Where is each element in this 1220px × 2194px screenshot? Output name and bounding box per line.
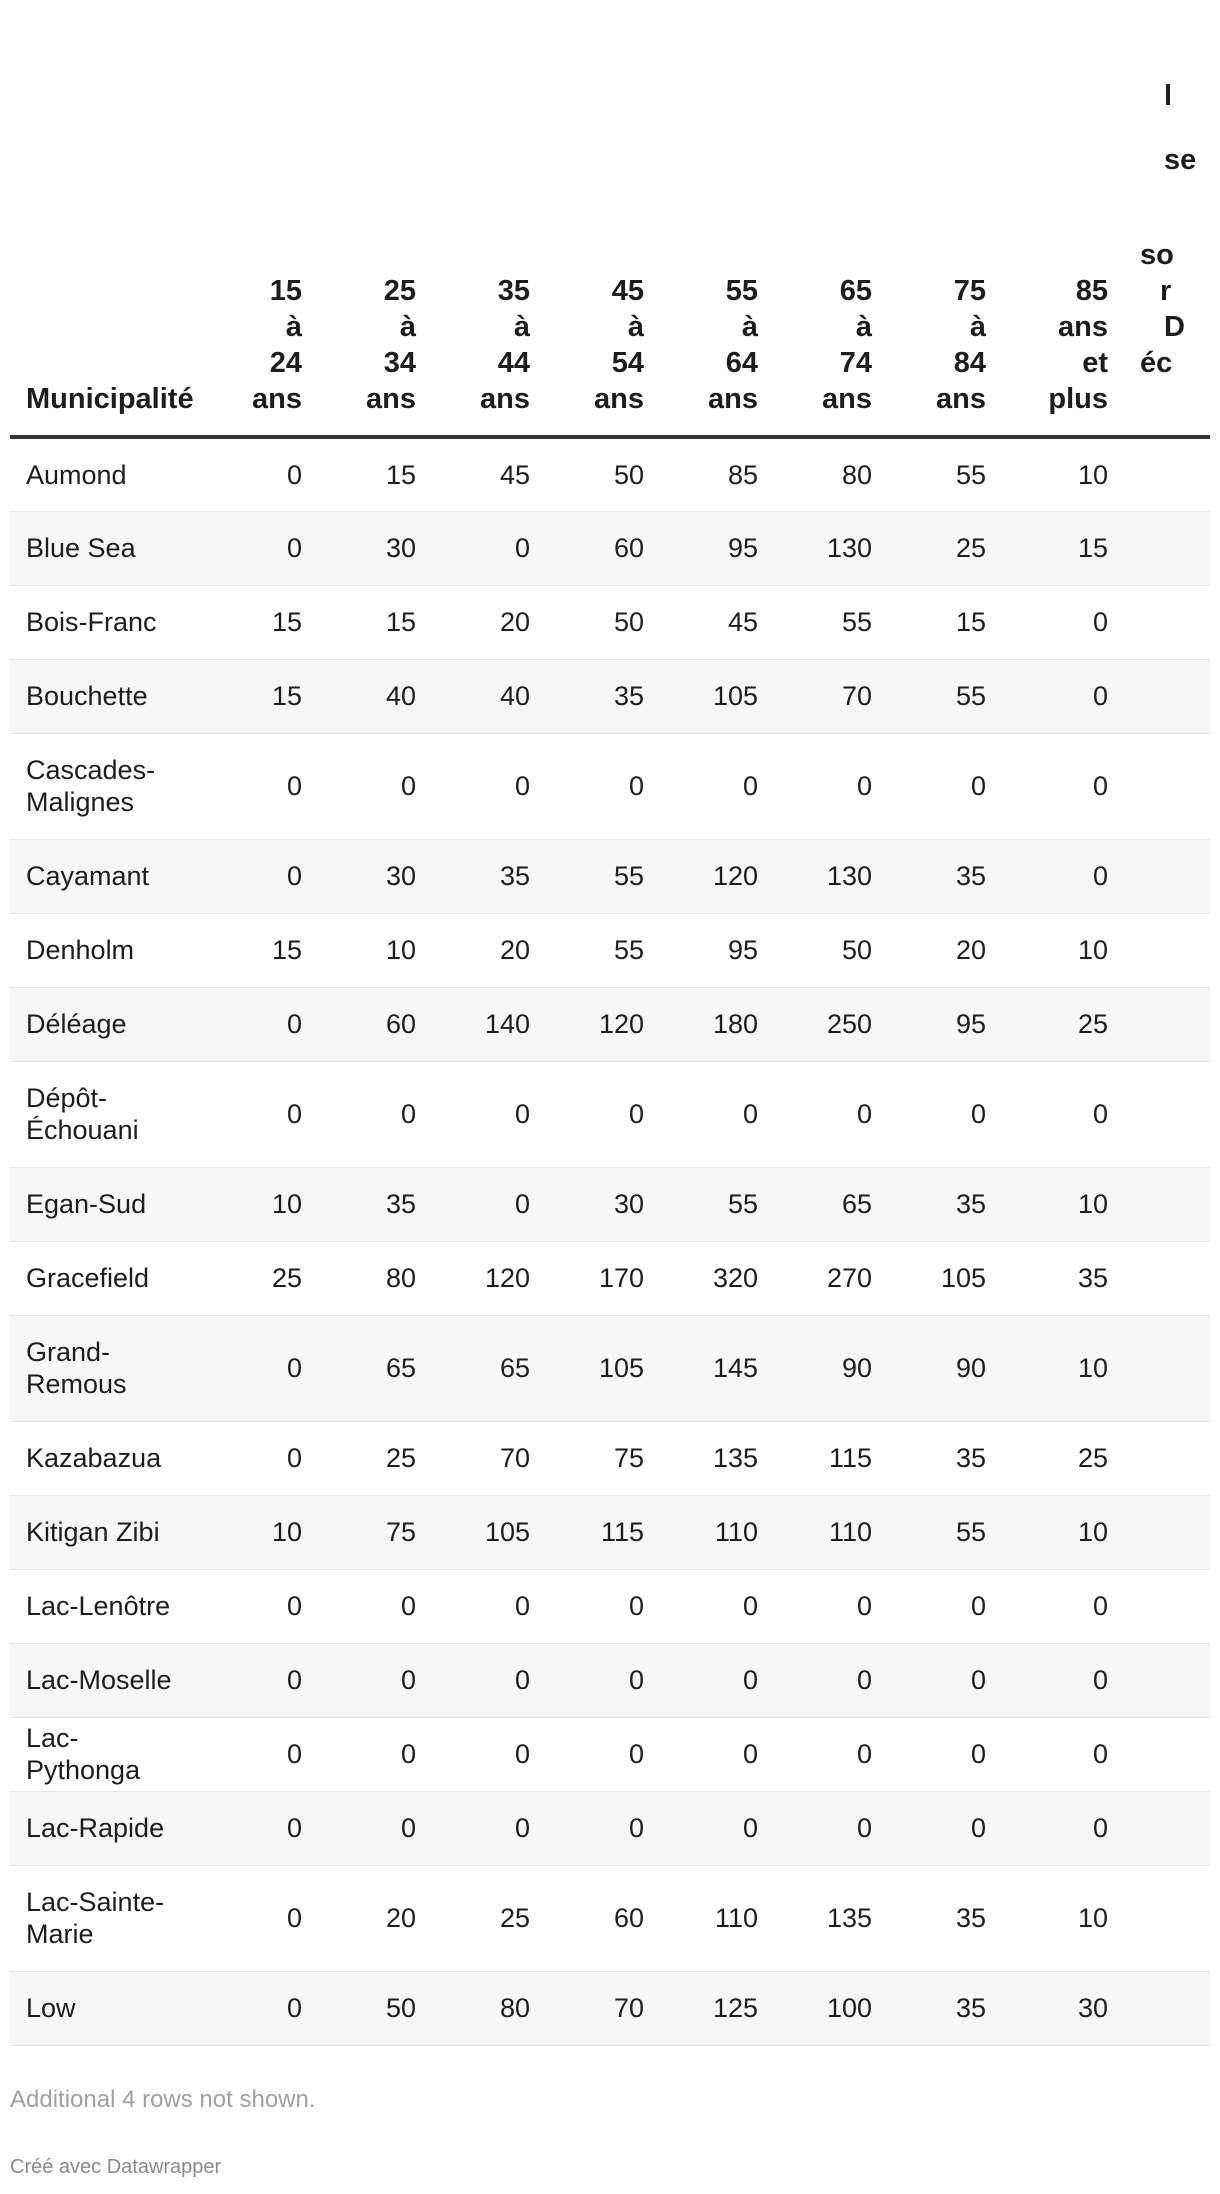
cell-value: 25	[318, 1421, 432, 1495]
cell-name-line: Dépôt-	[26, 1083, 108, 1113]
cell-truncated	[1124, 1421, 1210, 1495]
cell-truncated	[1124, 511, 1210, 585]
cell-value: 10	[1002, 1167, 1124, 1241]
cell-value: 0	[204, 1315, 318, 1421]
cell-value: 10	[1002, 1495, 1124, 1569]
cell-value: 20	[888, 913, 1002, 987]
table-row	[10, 1717, 1210, 1791]
cell-value: 0	[660, 1569, 774, 1643]
cell-name-line: Cascades-	[26, 755, 156, 785]
table-notes: Additional 4 rows not shown.	[10, 2086, 316, 2113]
table-row	[10, 839, 1210, 913]
table-row	[10, 1971, 1210, 2045]
column-header-truncated[interactable]: l se so r D éc	[1124, 0, 1210, 437]
cell-value: 55	[660, 1167, 774, 1241]
cell-name-line: Lac-Sainte-	[26, 1887, 165, 1917]
cell-value: 0	[660, 1791, 774, 1865]
table-row	[10, 1569, 1210, 1643]
table-row	[10, 585, 1210, 659]
cell-municipalite: Blue Sea	[10, 511, 204, 585]
cell-municipalite: Low	[10, 1971, 204, 2045]
cell-value: 10	[204, 1167, 318, 1241]
cell-value: 0	[318, 1643, 432, 1717]
cell-value: 0	[318, 733, 432, 839]
cell-value: 0	[1002, 1643, 1124, 1717]
cell-value: 105	[432, 1495, 546, 1569]
table-row	[10, 987, 1210, 1061]
cell-value: 55	[888, 1495, 1002, 1569]
cell-value: 0	[204, 1971, 318, 2045]
cell-value: 90	[774, 1315, 888, 1421]
cell-municipalite	[10, 733, 204, 839]
cell-value: 0	[888, 1569, 1002, 1643]
cell-value: 10	[1002, 437, 1124, 511]
cell-value: 0	[432, 1569, 546, 1643]
cell-value: 60	[546, 1865, 660, 1971]
table-row	[10, 1241, 1210, 1315]
cell-value: 65	[432, 1315, 546, 1421]
cell-value: 0	[318, 1061, 432, 1167]
cell-municipalite	[10, 1865, 204, 1971]
table-row	[10, 733, 1210, 839]
cell-value: 0	[660, 1643, 774, 1717]
column-header-35-44[interactable]: 35 à 44 ans	[432, 0, 546, 437]
cell-value: 15	[318, 585, 432, 659]
cell-value: 110	[660, 1495, 774, 1569]
cell-value: 70	[432, 1421, 546, 1495]
cell-value: 120	[660, 839, 774, 913]
cell-value: 110	[774, 1495, 888, 1569]
cell-municipalite: Gracefield	[10, 1241, 204, 1315]
cell-value: 95	[660, 913, 774, 987]
cell-value: 10	[1002, 1315, 1124, 1421]
cell-value: 20	[318, 1865, 432, 1971]
cell-value: 80	[774, 437, 888, 511]
column-header-municipalite[interactable]: Municipalité	[10, 0, 204, 437]
cell-value: 20	[432, 585, 546, 659]
cell-value: 0	[1002, 1061, 1124, 1167]
cell-value: 0	[774, 1791, 888, 1865]
table-row	[10, 1865, 1210, 1971]
cell-value: 0	[774, 1569, 888, 1643]
cell-value: 0	[432, 733, 546, 839]
cell-value: 0	[432, 1643, 546, 1717]
cell-value: 30	[546, 1167, 660, 1241]
cell-truncated	[1124, 1791, 1210, 1865]
cell-value: 0	[660, 1717, 774, 1791]
cell-value: 0	[774, 1643, 888, 1717]
truncated-header-top: l se	[1164, 80, 1197, 176]
cell-truncated	[1124, 437, 1210, 511]
cell-value: 80	[432, 1971, 546, 2045]
cell-value: 55	[546, 839, 660, 913]
table-header-row	[10, 0, 1210, 437]
cell-value: 0	[1002, 839, 1124, 913]
cell-value: 25	[1002, 1421, 1124, 1495]
cell-value: 0	[432, 1167, 546, 1241]
cell-value: 0	[660, 733, 774, 839]
cell-value: 0	[204, 1791, 318, 1865]
cell-value: 50	[774, 913, 888, 987]
cell-truncated	[1124, 659, 1210, 733]
cell-value: 320	[660, 1241, 774, 1315]
cell-name-line: Remous	[26, 1369, 127, 1399]
cell-municipalite: Denholm	[10, 913, 204, 987]
cell-value: 0	[546, 1717, 660, 1791]
cell-name-line: Malignes	[26, 787, 135, 817]
cell-value: 35	[888, 839, 1002, 913]
cell-municipalite: Bouchette	[10, 659, 204, 733]
column-header-75-84[interactable]: 75 à 84 ans	[888, 0, 1002, 437]
cell-value: 105	[660, 659, 774, 733]
cell-value: 0	[204, 437, 318, 511]
cell-value: 145	[660, 1315, 774, 1421]
cell-value: 40	[432, 659, 546, 733]
cell-truncated	[1124, 913, 1210, 987]
cell-value: 0	[432, 1717, 546, 1791]
cell-municipalite: Lac-Lenôtre	[10, 1569, 204, 1643]
cell-value: 0	[888, 1717, 1002, 1791]
table-row	[10, 1061, 1210, 1167]
cell-value: 105	[888, 1241, 1002, 1315]
cell-value: 60	[318, 987, 432, 1061]
column-header-85-plus[interactable]: 85 ans et plus	[1002, 0, 1124, 437]
cell-value: 55	[774, 585, 888, 659]
cell-value: 95	[888, 987, 1002, 1061]
column-header-65-74[interactable]: 65 à 74 ans	[774, 0, 888, 437]
cell-value: 40	[318, 659, 432, 733]
cell-value: 0	[318, 1791, 432, 1865]
cell-value: 25	[888, 511, 1002, 585]
cell-value: 115	[774, 1421, 888, 1495]
cell-municipalite: Lac-Moselle	[10, 1643, 204, 1717]
cell-municipalite: Kazabazua	[10, 1421, 204, 1495]
cell-value: 65	[318, 1315, 432, 1421]
cell-value: 130	[774, 839, 888, 913]
cell-value: 130	[774, 511, 888, 585]
table-row	[10, 437, 1210, 511]
cell-value: 35	[546, 659, 660, 733]
cell-value: 25	[1002, 987, 1124, 1061]
cell-municipalite: Kitigan Zibi	[10, 1495, 204, 1569]
cell-value: 0	[204, 839, 318, 913]
cell-value: 0	[204, 1569, 318, 1643]
cell-value: 120	[546, 987, 660, 1061]
cell-value: 0	[1002, 585, 1124, 659]
cell-value: 0	[546, 1791, 660, 1865]
cell-value: 135	[660, 1421, 774, 1495]
cell-truncated	[1124, 1717, 1210, 1791]
table-row	[10, 1421, 1210, 1495]
cell-value: 95	[660, 511, 774, 585]
cell-value: 35	[888, 1167, 1002, 1241]
cell-truncated	[1124, 1865, 1210, 1971]
cell-municipalite: Cayamant	[10, 839, 204, 913]
cell-municipalite: Aumond	[10, 437, 204, 511]
cell-value: 0	[1002, 1717, 1124, 1791]
cell-value: 45	[432, 437, 546, 511]
cell-truncated	[1124, 733, 1210, 839]
cell-value: 180	[660, 987, 774, 1061]
cell-value: 0	[204, 987, 318, 1061]
cell-value: 10	[204, 1495, 318, 1569]
cell-value: 65	[774, 1167, 888, 1241]
table-body	[10, 437, 1210, 2045]
cell-value: 0	[546, 1061, 660, 1167]
cell-value: 60	[546, 511, 660, 585]
cell-value: 35	[1002, 1241, 1124, 1315]
cell-value: 85	[660, 437, 774, 511]
cell-value: 0	[1002, 659, 1124, 733]
cell-value: 0	[318, 1569, 432, 1643]
cell-value: 70	[546, 1971, 660, 2045]
cell-value: 0	[888, 1061, 1002, 1167]
cell-value: 0	[660, 1061, 774, 1167]
cell-value: 0	[204, 1717, 318, 1791]
cell-truncated	[1124, 839, 1210, 913]
cell-value: 35	[888, 1971, 1002, 2045]
table-row	[10, 659, 1210, 733]
municipality-age-table	[10, 0, 1210, 2046]
cell-truncated	[1124, 1569, 1210, 1643]
cell-value: 0	[204, 511, 318, 585]
cell-name-line: Marie	[26, 1919, 94, 1949]
cell-value: 0	[774, 1717, 888, 1791]
cell-value: 270	[774, 1241, 888, 1315]
cell-value: 35	[432, 839, 546, 913]
cell-value: 120	[432, 1241, 546, 1315]
table-row	[10, 1315, 1210, 1421]
cell-municipalite: Bois-Franc	[10, 585, 204, 659]
cell-value: 15	[318, 437, 432, 511]
cell-value: 55	[888, 437, 1002, 511]
cell-value: 0	[204, 1865, 318, 1971]
cell-value: 75	[318, 1495, 432, 1569]
cell-value: 0	[318, 1717, 432, 1791]
datawrapper-credit[interactable]: Créé avec Datawrapper	[10, 2156, 222, 2178]
cell-municipalite	[10, 1315, 204, 1421]
cell-truncated	[1124, 585, 1210, 659]
table-row	[10, 1167, 1210, 1241]
cell-value: 50	[546, 585, 660, 659]
cell-value: 115	[546, 1495, 660, 1569]
cell-value: 15	[888, 585, 1002, 659]
column-header-25-34[interactable]: 25 à 34 ans	[318, 0, 432, 437]
cell-value: 135	[774, 1865, 888, 1971]
cell-value: 105	[546, 1315, 660, 1421]
cell-value: 10	[318, 913, 432, 987]
cell-value: 0	[1002, 1791, 1124, 1865]
cell-value: 0	[204, 1421, 318, 1495]
cell-value: 35	[318, 1167, 432, 1241]
cell-value: 80	[318, 1241, 432, 1315]
cell-municipalite	[10, 1061, 204, 1167]
cell-value: 15	[204, 585, 318, 659]
cell-value: 110	[660, 1865, 774, 1971]
cell-value: 170	[546, 1241, 660, 1315]
cell-value: 0	[888, 1643, 1002, 1717]
cell-value: 0	[432, 1791, 546, 1865]
cell-municipalite: Déléage	[10, 987, 204, 1061]
cell-value: 30	[318, 839, 432, 913]
cell-value: 0	[888, 733, 1002, 839]
cell-value: 125	[660, 1971, 774, 2045]
cell-value: 90	[888, 1315, 1002, 1421]
cell-municipalite: Lac-Pythonga	[10, 1717, 204, 1791]
cell-municipalite: Lac-Rapide	[10, 1791, 204, 1865]
cell-name-line: Grand-	[26, 1337, 111, 1367]
cell-value: 0	[774, 1061, 888, 1167]
cell-municipalite: Egan-Sud	[10, 1167, 204, 1241]
cell-value: 0	[546, 1643, 660, 1717]
cell-value: 25	[432, 1865, 546, 1971]
cell-truncated	[1124, 1167, 1210, 1241]
cell-value: 0	[432, 511, 546, 585]
cell-value: 20	[432, 913, 546, 987]
table-row	[10, 1643, 1210, 1717]
cell-value: 0	[546, 733, 660, 839]
cell-value: 30	[1002, 1971, 1124, 2045]
cell-truncated	[1124, 1971, 1210, 2045]
cell-name-line: Échouani	[26, 1115, 139, 1145]
table-row	[10, 511, 1210, 585]
cell-value: 15	[1002, 511, 1124, 585]
cell-value: 140	[432, 987, 546, 1061]
cell-value: 0	[1002, 733, 1124, 839]
cell-value: 25	[204, 1241, 318, 1315]
cell-truncated	[1124, 987, 1210, 1061]
cell-value: 45	[660, 585, 774, 659]
cell-value: 10	[1002, 1865, 1124, 1971]
cell-value: 50	[546, 437, 660, 511]
table-row	[10, 1791, 1210, 1865]
cell-value: 0	[774, 733, 888, 839]
cell-value: 100	[774, 1971, 888, 2045]
table-row	[10, 1495, 1210, 1569]
cell-truncated	[1124, 1643, 1210, 1717]
cell-value: 0	[432, 1061, 546, 1167]
cell-truncated	[1124, 1495, 1210, 1569]
column-header-45-54[interactable]: 45 à 54 ans	[546, 0, 660, 437]
cell-value: 35	[888, 1865, 1002, 1971]
cell-value: 55	[888, 659, 1002, 733]
cell-value: 50	[318, 1971, 432, 2045]
cell-value: 0	[204, 733, 318, 839]
datawrapper-table	[10, 0, 1210, 2046]
cell-truncated	[1124, 1241, 1210, 1315]
cell-value: 75	[546, 1421, 660, 1495]
cell-value: 55	[546, 913, 660, 987]
table-row	[10, 913, 1210, 987]
cell-value: 250	[774, 987, 888, 1061]
cell-truncated	[1124, 1315, 1210, 1421]
cell-value: 0	[204, 1643, 318, 1717]
cell-value: 0	[546, 1569, 660, 1643]
cell-value: 15	[204, 913, 318, 987]
column-header-55-64[interactable]: 55 à 64 ans	[660, 0, 774, 437]
cell-value: 30	[318, 511, 432, 585]
cell-value: 0	[204, 1061, 318, 1167]
cell-value: 70	[774, 659, 888, 733]
cell-truncated	[1124, 1061, 1210, 1167]
column-header-15-24[interactable]: 15 à 24 ans	[204, 0, 318, 437]
cell-value: 10	[1002, 913, 1124, 987]
cell-value: 15	[204, 659, 318, 733]
cell-value: 35	[888, 1421, 1002, 1495]
cell-value: 0	[888, 1791, 1002, 1865]
cell-value: 0	[1002, 1569, 1124, 1643]
